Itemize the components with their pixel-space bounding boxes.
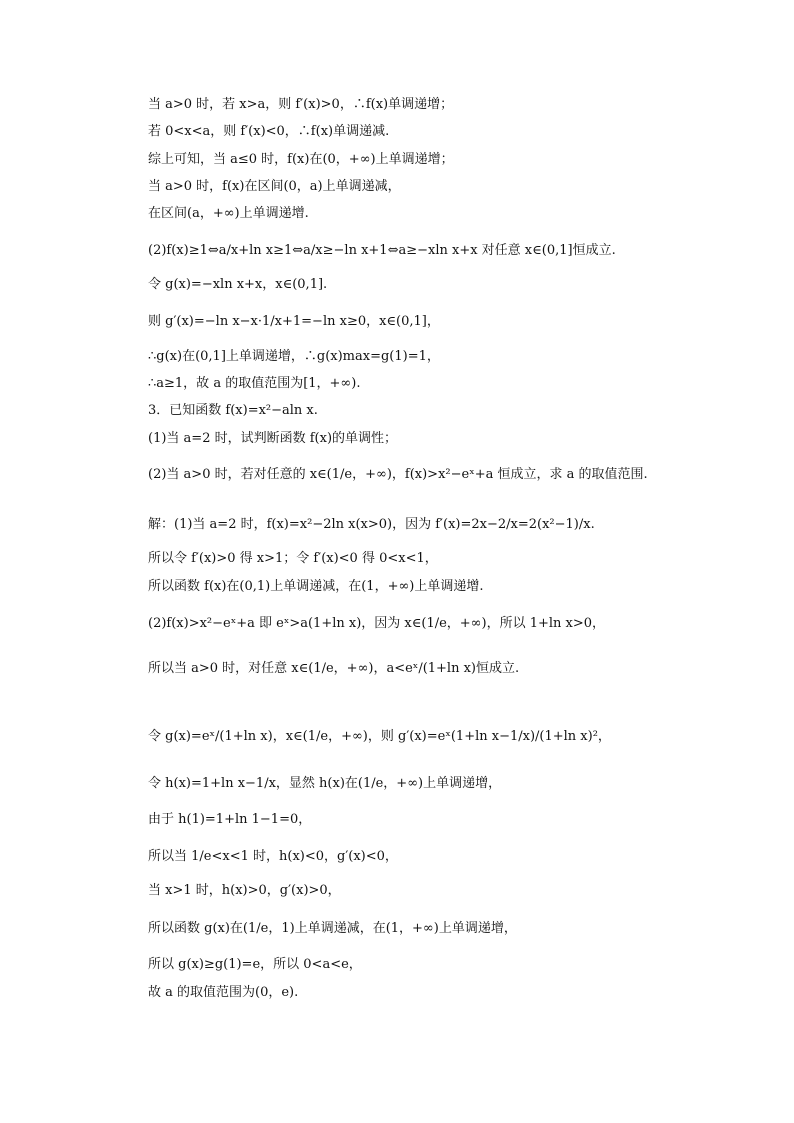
text-line: (2)f(x)>x²−eˣ+a 即 eˣ>a(1+ln x)，因为 x∈(1/e，+∞)，所以 1+ln x>0， (148, 616, 606, 631)
text-line: 综上可知，当 a≤0 时，f(x)在(0，+∞)上单调递增； (148, 152, 454, 167)
text-line: 则 g′(x)=−ln x−x·1/x+1=−ln x≥0，x∈(0,1]， (148, 314, 440, 329)
text-line: (2)f(x)≥1⇔a/x+ln x≥1⇔a/x≥−ln x+1⇔a≥−xln x+x 对任意 x∈(0,1]恒成立. (148, 243, 616, 258)
text-line: 所以当 a>0 时，对任意 x∈(1/e，+∞)，a<eˣ/(1+ln x)恒成立. (148, 661, 520, 676)
text-line: (2)当 a>0 时，若对任意的 x∈(1/e，+∞)，f(x)>x²−eˣ+a 恒成立，求 a 的取值范围. (148, 467, 648, 482)
text-line: 所以函数 f(x)在(0,1)上单调递减，在(1，+∞)上单调递增. (148, 579, 484, 594)
text-line: 令 g(x)=−xln x+x，x∈(0,1]. (148, 277, 328, 292)
text-line: 令 h(x)=1+ln x−1/x，显然 h(x)在(1/e，+∞)上单调递增， (148, 776, 502, 791)
text-line: 3．已知函数 f(x)=x²−aln x. (148, 403, 318, 418)
text-line: 令 g(x)=eˣ/(1+ln x)，x∈(1/e，+∞)，则 g′(x)=eˣ(1+ln x−1/x)/(1+ln x)²， (148, 729, 611, 744)
text-line: 当 a>0 时，若 x>a，则 f′(x)>0，∴f(x)单调递增； (148, 97, 454, 112)
text-line: 当 a>0 时，f(x)在区间(0，a)上单调递减， (148, 179, 401, 194)
text-line: ∴a≥1，故 a 的取值范围为[1，+∞). (148, 376, 361, 391)
text-line: 在区间(a，+∞)上单调递增. (148, 206, 309, 221)
text-line: 由于 h(1)=1+ln 1−1=0， (148, 812, 312, 827)
text-line: 所以令 f′(x)>0 得 x>1；令 f′(x)<0 得 0<x<1， (148, 551, 438, 566)
text-line: (1)当 a=2 时，试判断函数 f(x)的单调性； (148, 431, 398, 446)
text-line: 所以当 1/e<x<1 时，h(x)<0，g′(x)<0， (148, 849, 398, 864)
text-line: ∴g(x)在(0,1]上单调递增，∴g(x)max=g(1)=1， (148, 349, 440, 364)
text-line: 故 a 的取值范围为(0，e). (148, 985, 299, 1000)
text-line: 所以函数 g(x)在(1/e，1)上单调递减，在(1，+∞)上单调递增， (148, 921, 517, 936)
text-line: 若 0<x<a，则 f′(x)<0，∴f(x)单调递减. (148, 124, 390, 139)
text-line: 所以 g(x)≥g(1)=e，所以 0<a<e， (148, 957, 362, 972)
text-line: 当 x>1 时，h(x)>0，g′(x)>0， (148, 883, 341, 898)
text-line: 解：(1)当 a=2 时，f(x)=x²−2ln x(x>0)，因为 f′(x)=2x−2/x=2(x²−1)/x. (148, 517, 595, 532)
